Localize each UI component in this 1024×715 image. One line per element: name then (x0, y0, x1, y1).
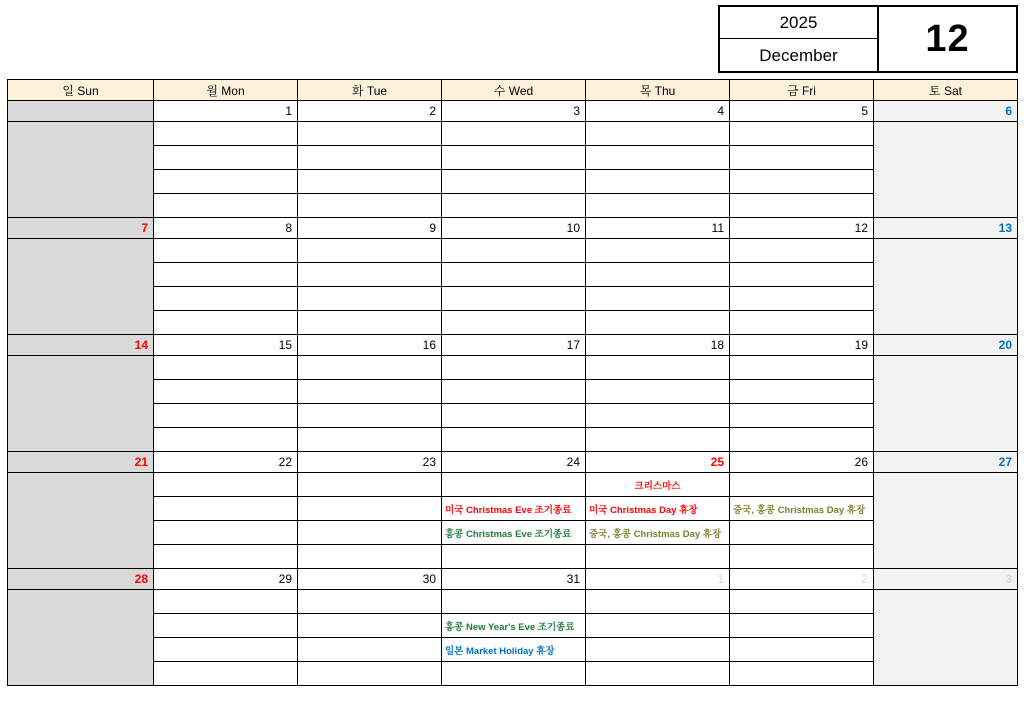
event-cell[interactable] (730, 146, 874, 170)
event-cell[interactable] (730, 311, 874, 335)
event-cell[interactable] (730, 473, 874, 497)
event-cell[interactable] (154, 473, 298, 497)
event-cell[interactable] (154, 146, 298, 170)
date-cell[interactable]: 20 (874, 335, 1018, 356)
event-row (8, 194, 1018, 218)
event-cell[interactable] (730, 170, 874, 194)
date-cell[interactable]: 8 (154, 218, 298, 239)
date-row-week-1 (8, 101, 1018, 122)
event-cell[interactable] (586, 263, 730, 287)
event-cell-christmas[interactable]: 크리스마스 (586, 473, 730, 497)
event-cell[interactable]: 중국, 홍콩 Christmas Day 휴장 (730, 497, 874, 521)
event-row (8, 473, 1018, 497)
year-label: 2025 (720, 7, 877, 39)
date-cell[interactable]: 11 (586, 218, 730, 239)
event-cell[interactable] (442, 380, 586, 404)
event-cell[interactable]: 일본 Market Holiday 휴장 (442, 638, 586, 662)
event-cell[interactable]: 중국, 홍콩 Christmas Day 휴장 (586, 521, 730, 545)
date-cell[interactable]: 12 (730, 218, 874, 239)
event-cell[interactable] (730, 545, 874, 569)
event-cell[interactable] (586, 638, 730, 662)
event-cell[interactable] (730, 380, 874, 404)
date-cell[interactable]: 21 (8, 452, 154, 473)
weekday-header-row (8, 80, 1018, 101)
month-name-label: December (759, 45, 838, 65)
event-row (8, 497, 1018, 521)
event-cell[interactable] (442, 662, 586, 686)
event-row (8, 122, 1018, 146)
date-cell[interactable]: 3 (442, 101, 586, 122)
event-cell[interactable] (442, 545, 586, 569)
weekday-header-sat: 토 Sat (874, 80, 1018, 101)
event-cell[interactable]: 미국 Christmas Day 휴장 (586, 497, 730, 521)
event-cell[interactable]: 미국 Christmas Eve 조기종료 (442, 497, 586, 521)
date-cell[interactable]: 10 (442, 218, 586, 239)
date-cell[interactable]: 18 (586, 335, 730, 356)
event-cell[interactable] (154, 590, 298, 614)
event-cell[interactable] (154, 404, 298, 428)
event-cell[interactable] (586, 590, 730, 614)
event-row (8, 545, 1018, 569)
event-cell[interactable] (298, 356, 442, 380)
event-cell[interactable] (442, 146, 586, 170)
event-cell[interactable] (154, 521, 298, 545)
event-cell[interactable] (298, 380, 442, 404)
event-row (8, 146, 1018, 170)
date-cell[interactable]: 23 (298, 452, 442, 473)
event-cell[interactable] (442, 356, 586, 380)
event-row (8, 170, 1018, 194)
date-cell[interactable]: 26 (730, 452, 874, 473)
event-cell[interactable] (730, 287, 874, 311)
event-row (8, 614, 1018, 638)
date-cell[interactable]: 28 (8, 569, 154, 590)
date-cell[interactable]: 1 (154, 101, 298, 122)
date-cell[interactable]: 31 (442, 569, 586, 590)
event-cell[interactable] (154, 428, 298, 452)
date-cell[interactable]: 25 (586, 452, 730, 473)
event-cell[interactable] (730, 239, 874, 263)
event-cell[interactable] (730, 590, 874, 614)
event-cell[interactable] (298, 404, 442, 428)
event-cell[interactable] (298, 590, 442, 614)
event-cell[interactable] (442, 590, 586, 614)
weekday-header-tue: 화 Tue (298, 80, 442, 101)
event-cell[interactable] (154, 614, 298, 638)
date-cell[interactable]: 3 (874, 569, 1018, 590)
event-cell[interactable] (586, 239, 730, 263)
event-cell[interactable] (730, 263, 874, 287)
saturday-block-cell[interactable] (874, 356, 1018, 452)
event-cell[interactable] (154, 287, 298, 311)
event-cell[interactable] (298, 194, 442, 218)
event-cell[interactable] (154, 638, 298, 662)
event-cell[interactable] (298, 263, 442, 287)
event-cell[interactable] (298, 122, 442, 146)
event-cell[interactable] (154, 497, 298, 521)
date-cell[interactable]: 13 (874, 218, 1018, 239)
saturday-block-cell[interactable] (874, 239, 1018, 335)
event-cell[interactable]: 홍콩 Christmas Eve 조기종료 (442, 521, 586, 545)
event-cell[interactable] (442, 428, 586, 452)
event-cell[interactable] (298, 614, 442, 638)
event-cell[interactable] (298, 473, 442, 497)
event-cell[interactable] (586, 287, 730, 311)
date-cell[interactable]: 5 (730, 101, 874, 122)
event-cell[interactable] (586, 545, 730, 569)
event-row (8, 356, 1018, 380)
event-row (8, 662, 1018, 686)
event-row (8, 239, 1018, 263)
event-cell[interactable] (298, 146, 442, 170)
date-cell[interactable]: 30 (298, 569, 442, 590)
event-cell[interactable] (586, 146, 730, 170)
date-row-week-5 (8, 569, 1018, 590)
event-cell[interactable] (586, 356, 730, 380)
weekday-header-sun: 일 Sun (8, 80, 154, 101)
event-cell[interactable] (298, 638, 442, 662)
event-cell[interactable] (730, 662, 874, 686)
date-cell[interactable]: 16 (298, 335, 442, 356)
event-row (8, 638, 1018, 662)
event-cell[interactable] (154, 122, 298, 146)
date-cell[interactable]: 2 (298, 101, 442, 122)
calendar-header (718, 5, 1018, 73)
date-cell[interactable]: 17 (442, 335, 586, 356)
event-cell[interactable] (442, 311, 586, 335)
event-cell[interactable] (442, 473, 586, 497)
date-cell[interactable]: 6 (874, 101, 1018, 122)
event-row (8, 263, 1018, 287)
event-cell[interactable] (730, 122, 874, 146)
sunday-block-cell[interactable] (8, 239, 154, 335)
event-cell[interactable] (154, 263, 298, 287)
event-row (8, 311, 1018, 335)
header-year-month (720, 7, 879, 71)
event-cell[interactable] (298, 287, 442, 311)
event-cell[interactable] (442, 287, 586, 311)
date-cell[interactable]: 2 (730, 569, 874, 590)
event-cell[interactable] (586, 662, 730, 686)
saturday-block-cell[interactable] (874, 590, 1018, 686)
event-row (8, 590, 1018, 614)
sunday-block-cell[interactable] (8, 122, 154, 218)
event-cell[interactable] (298, 545, 442, 569)
event-cell[interactable] (730, 404, 874, 428)
event-cell[interactable] (154, 662, 298, 686)
event-cell[interactable] (586, 380, 730, 404)
event-cell[interactable] (730, 614, 874, 638)
date-cell[interactable] (8, 101, 154, 122)
event-cell[interactable] (730, 521, 874, 545)
sunday-block-cell[interactable] (8, 473, 154, 569)
event-cell[interactable] (586, 311, 730, 335)
date-row-week-2 (8, 218, 1018, 239)
event-cell[interactable] (586, 122, 730, 146)
date-cell[interactable]: 1 (586, 569, 730, 590)
date-cell[interactable]: 27 (874, 452, 1018, 473)
event-cell[interactable]: 홍콩 New Year's Eve 조기종료 (442, 614, 586, 638)
event-cell[interactable] (442, 170, 586, 194)
event-cell[interactable] (298, 497, 442, 521)
event-cell[interactable] (442, 239, 586, 263)
sunday-block-cell[interactable] (8, 356, 154, 452)
date-cell[interactable]: 24 (442, 452, 586, 473)
date-cell[interactable]: 14 (8, 335, 154, 356)
event-cell[interactable] (730, 638, 874, 662)
event-cell[interactable] (442, 263, 586, 287)
event-cell[interactable] (442, 404, 586, 428)
event-cell[interactable] (154, 170, 298, 194)
weekday-header-thu: 목 Thu (586, 80, 730, 101)
event-cell[interactable] (442, 122, 586, 146)
date-row-week-4 (8, 452, 1018, 473)
date-row-week-3 (8, 335, 1018, 356)
event-cell[interactable] (154, 545, 298, 569)
event-row (8, 380, 1018, 404)
date-cell[interactable]: 7 (8, 218, 154, 239)
calendar-table (7, 79, 1018, 686)
event-cell[interactable] (298, 521, 442, 545)
date-cell[interactable]: 22 (154, 452, 298, 473)
event-cell[interactable] (586, 404, 730, 428)
weekday-header-wed: 수 Wed (442, 80, 586, 101)
event-row (8, 428, 1018, 452)
event-row (8, 521, 1018, 545)
event-cell[interactable] (154, 380, 298, 404)
event-row (8, 287, 1018, 311)
weekday-header-fri: 금 Fri (730, 80, 874, 101)
date-cell[interactable]: 15 (154, 335, 298, 356)
event-cell[interactable] (730, 194, 874, 218)
event-cell[interactable] (730, 428, 874, 452)
event-cell[interactable] (442, 194, 586, 218)
date-cell[interactable]: 29 (154, 569, 298, 590)
date-cell[interactable]: 19 (730, 335, 874, 356)
event-cell[interactable] (586, 614, 730, 638)
event-cell[interactable] (154, 239, 298, 263)
event-cell[interactable] (298, 428, 442, 452)
event-cell[interactable] (154, 311, 298, 335)
event-row (8, 404, 1018, 428)
date-cell[interactable]: 4 (586, 101, 730, 122)
saturday-block-cell[interactable] (874, 473, 1018, 569)
event-cell[interactable] (586, 194, 730, 218)
event-cell[interactable] (730, 356, 874, 380)
saturday-block-cell[interactable] (874, 122, 1018, 218)
event-cell[interactable] (586, 170, 730, 194)
event-cell[interactable] (298, 170, 442, 194)
month-number-label: 12 (925, 17, 970, 60)
event-cell[interactable] (154, 356, 298, 380)
event-cell[interactable] (154, 194, 298, 218)
event-cell[interactable] (298, 311, 442, 335)
date-cell[interactable]: 9 (298, 218, 442, 239)
weekday-header-mon: 월 Mon (154, 80, 298, 101)
sunday-block-cell[interactable] (8, 590, 154, 686)
event-cell[interactable] (298, 239, 442, 263)
event-cell[interactable] (586, 428, 730, 452)
event-cell[interactable] (298, 662, 442, 686)
